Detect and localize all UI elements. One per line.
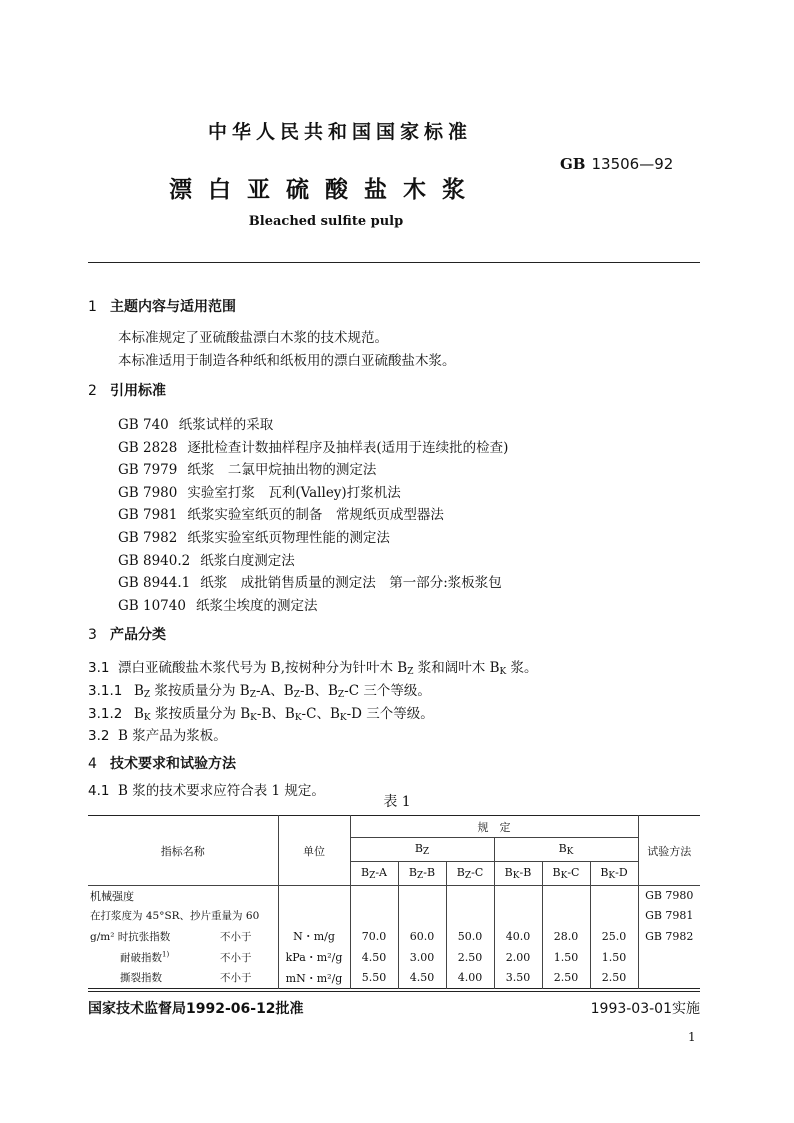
row-condition: 在打浆度为 45°SR、抄片重量为 60 bbox=[90, 910, 260, 922]
ref-item: GB 7980 实验室打浆 瓦利(Valley)打浆机法 bbox=[118, 485, 401, 501]
value-cell: 2.50 bbox=[542, 968, 590, 989]
section-3-heading: 3 产品分类 bbox=[88, 627, 166, 643]
clause-4-1: 4.1 B 浆的技术要求应符合表 1 规定。 bbox=[88, 783, 325, 799]
clause-3-1-1: 3.1.1 $B_Z$ 浆按质量分为 $B_Z-A$、$B_Z-B$、$B_Z-C$ 三个等级。 bbox=[88, 683, 431, 700]
value-cell: 50.0 bbox=[446, 926, 494, 947]
value-cell: 40.0 bbox=[494, 926, 542, 947]
header-divider bbox=[88, 262, 700, 263]
value-cell: 60.0 bbox=[398, 926, 446, 947]
code-prefix: GB bbox=[560, 155, 586, 173]
section-1-para-1: 本标准规定了亚硫酸盐漂白木浆的技术规范。 bbox=[118, 330, 388, 346]
clause-3-2: 3.2 B 浆产品为浆板。 bbox=[88, 728, 227, 744]
value-cell: 4.00 bbox=[446, 968, 494, 989]
header-grade: $B_Z-A$ bbox=[350, 862, 398, 886]
standard-series-title: 中华人民共和国国家标准 bbox=[207, 121, 472, 143]
ref-item: GB 7981 纸浆实验室纸页的制备 常规纸页成型器法 bbox=[118, 507, 444, 523]
ref-item: GB 740 纸浆试样的采取 bbox=[118, 417, 274, 433]
unit-cell: mN・m²/g bbox=[278, 968, 350, 989]
test-method-cell: GB 7982 bbox=[638, 926, 700, 947]
header-test-method: 试验方法 bbox=[638, 816, 700, 886]
value-cell: 70.0 bbox=[350, 926, 398, 947]
footer-divider bbox=[88, 991, 700, 992]
document-english-title: Bleached sulfite pulp bbox=[248, 214, 404, 229]
header-grade: $B_K-C$ bbox=[542, 862, 590, 886]
section-2-heading: 2 引用标准 bbox=[88, 383, 166, 399]
value-cell: 28.0 bbox=[542, 926, 590, 947]
test-method-cell: GB 7980 bbox=[638, 886, 700, 906]
ref-item: GB 8940.2 纸浆白度测定法 bbox=[118, 553, 295, 569]
ref-item: GB 10740 纸浆尘埃度的测定法 bbox=[118, 598, 318, 614]
table-caption: 表 1 bbox=[383, 794, 411, 810]
clause-3-1-2: 3.1.2 $B_K$ 浆按质量分为 $B_K-B$、$B_K-C$、$B_K-D$ 三个等级。 bbox=[88, 706, 434, 723]
header-group-bk: $B_K$ bbox=[494, 838, 638, 862]
header-unit: 单位 bbox=[278, 816, 350, 886]
value-cell: 3.50 bbox=[494, 968, 542, 989]
section-1-para-2: 本标准适用于制造各种纸和纸板用的漂白亚硫酸盐木浆。 bbox=[118, 353, 456, 369]
value-cell: 3.00 bbox=[398, 947, 446, 968]
approval-line: 国家技术监督局1992-06-12批准 bbox=[88, 1001, 304, 1017]
document-title: 漂白亚硫酸盐木浆 bbox=[169, 177, 481, 203]
ref-item: GB 7979 纸浆 二氯甲烷抽出物的测定法 bbox=[118, 462, 377, 478]
value-cell: 4.50 bbox=[350, 947, 398, 968]
header-group-bz: $B_Z$ bbox=[350, 838, 494, 862]
value-cell: 5.50 bbox=[350, 968, 398, 989]
clause-3-1: 3.1 漂白亚硫酸盐木浆代号为 B,按树种分为针叶木 $B_Z$ 浆和阔叶木 $B_K$ 浆。 bbox=[88, 660, 538, 677]
header-grade: $B_Z-B$ bbox=[398, 862, 446, 886]
value-cell: 2.00 bbox=[494, 947, 542, 968]
page-number: 1 bbox=[688, 1030, 696, 1044]
header-grade: $B_K-B$ bbox=[494, 862, 542, 886]
ref-item: GB 8944.1 纸浆 成批销售质量的测定法 第一部分:浆板浆包 bbox=[118, 575, 502, 591]
value-cell: 1.50 bbox=[590, 947, 638, 968]
row-name: g/m² 时抗张指数 不小于 bbox=[90, 930, 252, 943]
unit-cell: kPa・m²/g bbox=[278, 947, 350, 968]
ref-item: GB 7982 纸浆实验室纸页物理性能的测定法 bbox=[118, 530, 390, 546]
value-cell: 25.0 bbox=[590, 926, 638, 947]
code-number: 13506—92 bbox=[591, 155, 674, 173]
row-name: 撕裂指数 不小于 bbox=[120, 972, 252, 985]
table-row bbox=[88, 926, 700, 947]
row-group-label: 机械强度 bbox=[90, 889, 134, 903]
value-cell: 2.50 bbox=[446, 947, 494, 968]
section-1-heading: 1 主题内容与适用范围 bbox=[88, 299, 236, 315]
row-name: 耐破指数$^{1)}$ 不小于 bbox=[120, 950, 252, 964]
header-spec: 规 定 bbox=[350, 816, 638, 838]
header-indicator-name: 指标名称 bbox=[88, 816, 278, 886]
table-row bbox=[88, 968, 700, 989]
implementation-date: 1993-03-01实施 bbox=[590, 1001, 700, 1017]
value-cell: 2.50 bbox=[590, 968, 638, 989]
value-cell: 4.50 bbox=[398, 968, 446, 989]
test-method-cell: GB 7981 bbox=[638, 906, 700, 926]
spec-table bbox=[88, 815, 700, 989]
header-grade: $B_Z-C$ bbox=[446, 862, 494, 886]
ref-item: GB 2828 逐批检查计数抽样程序及抽样表(适用于连续批的检查) bbox=[118, 440, 509, 456]
section-4-heading: 4 技术要求和试验方法 bbox=[88, 756, 236, 772]
header-grade: $B_K-D$ bbox=[590, 862, 638, 886]
table-row bbox=[88, 947, 700, 968]
unit-cell: N・m/g bbox=[278, 926, 350, 947]
value-cell: 1.50 bbox=[542, 947, 590, 968]
